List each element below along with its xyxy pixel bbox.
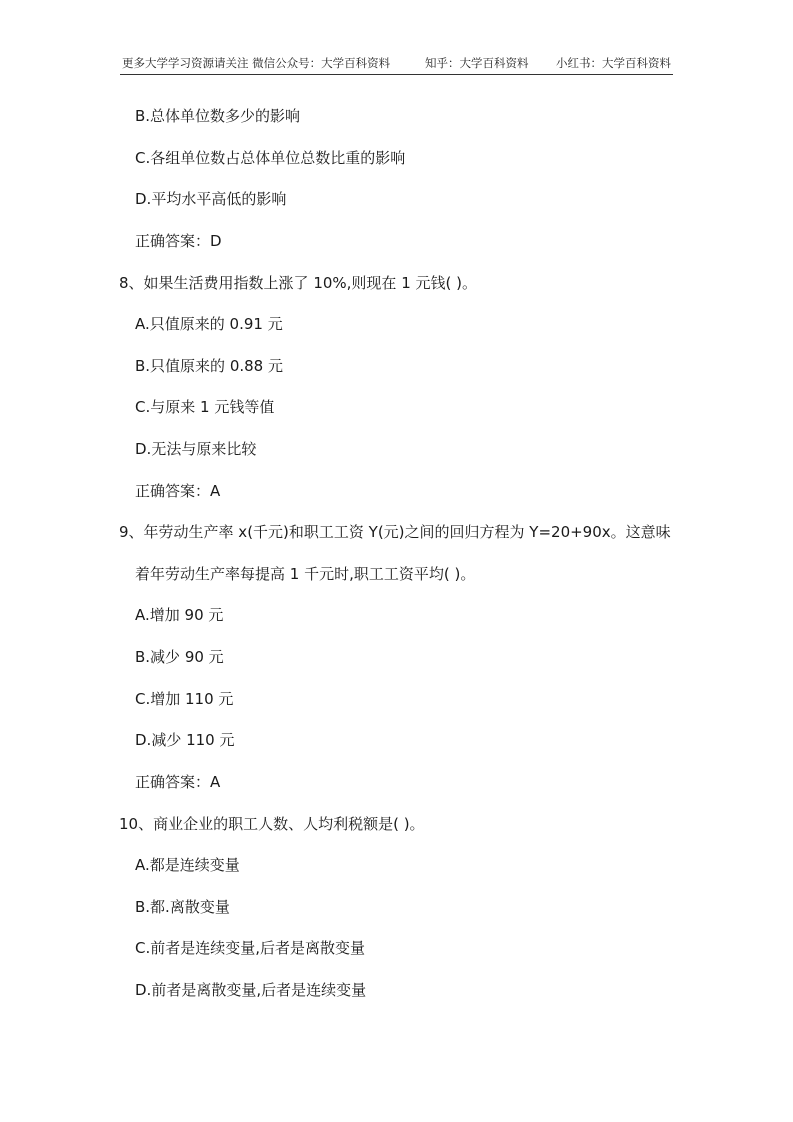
page-header (120, 54, 673, 75)
option-c-q9: C.增加 110 元 (135, 690, 234, 708)
option-b-q8: B.只值原来的 0.88 元 (135, 357, 283, 375)
option-a-q8: A.只值原来的 0.91 元 (135, 315, 283, 333)
option-d-q9: D.减少 110 元 (135, 731, 235, 749)
option-c-q8: C.与原来 1 元钱等值 (135, 398, 275, 416)
option-c-q7: C.各组单位数占总体单位总数比重的影响 (135, 149, 406, 167)
answer-q7: 正确答案：D (135, 232, 222, 250)
answer-q8: 正确答案：A (135, 482, 221, 500)
option-b-q7: B.总体单位数多少的影响 (135, 107, 301, 125)
option-a-q10: A.都是连续变量 (135, 856, 240, 874)
question-9-line-2: 着年劳动生产率每提高 1 千元时,职工工资平均( )。 (135, 565, 476, 583)
option-c-q10: C.前者是连续变量,后者是离散变量 (135, 939, 366, 957)
option-d-q7: D.平均水平高低的影响 (135, 190, 287, 208)
option-d-q8: D.无法与原来比较 (135, 440, 257, 458)
header-left-text: 更多大学学习资源请关注 微信公众号：大学百科资料 (122, 56, 391, 70)
header-middle-text: 知乎：大学百科资料 (425, 56, 529, 70)
question-8: 8、如果生活费用指数上涨了 10%,则现在 1 元钱( )。 (119, 274, 477, 292)
option-a-q9: A.增加 90 元 (135, 606, 224, 624)
option-d-q10: D.前者是离散变量,后者是连续变量 (135, 981, 367, 999)
answer-q9: 正确答案：A (135, 773, 221, 791)
question-9-line-1: 9、年劳动生产率 x(千元)和职工工资 Y(元)之间的回归方程为 Y=20+90x。这意味 (119, 523, 671, 541)
question-10: 10、商业企业的职工人数、人均利税额是( )。 (119, 815, 425, 833)
option-b-q9: B.减少 90 元 (135, 648, 224, 666)
option-b-q10: B.都.离散变量 (135, 898, 230, 916)
header-right-text: 小红书：大学百科资料 (556, 56, 671, 70)
